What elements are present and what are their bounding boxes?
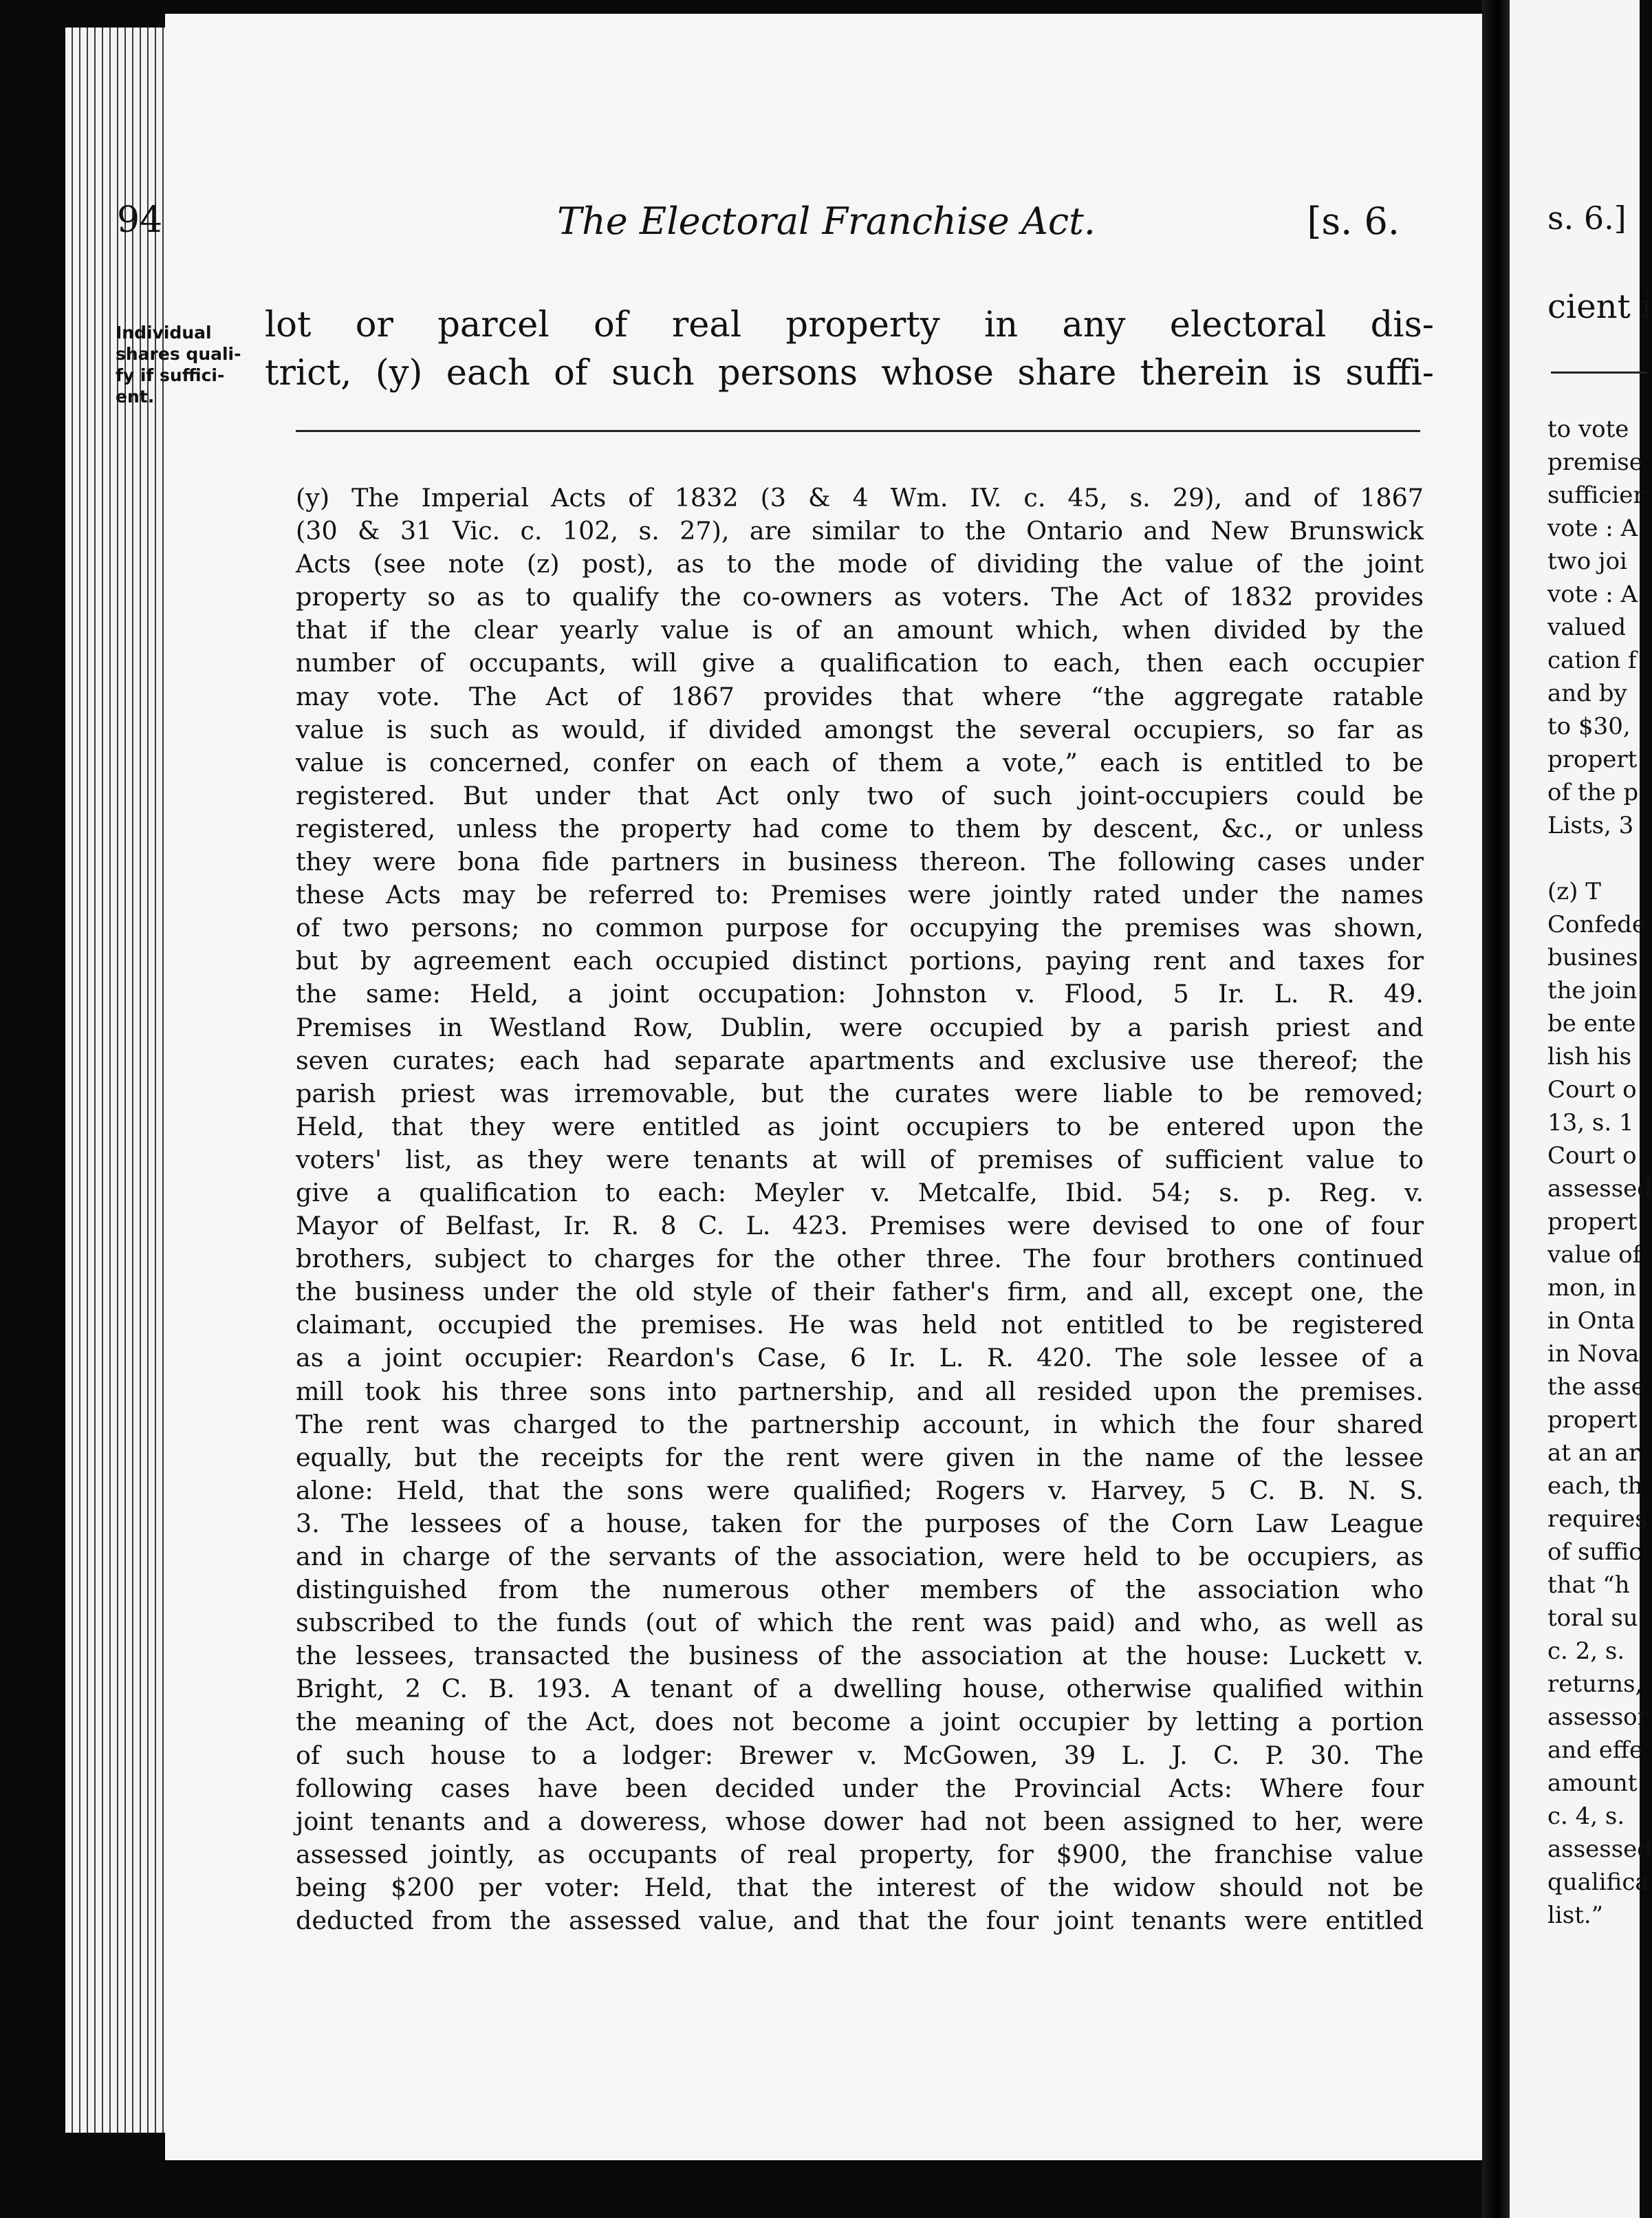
right-page-line: vote : A	[1547, 581, 1638, 608]
right-page-line	[1547, 842, 1652, 875]
right-page-line: the asse	[1547, 1373, 1645, 1401]
right-page-main-text: cient i	[1547, 288, 1652, 326]
right-page-line: propert	[1547, 1208, 1638, 1236]
right-page-line: assessed	[1547, 1835, 1652, 1863]
footnote-line: but by agreement each occupied distinct portions, paying rent and taxes for	[296, 946, 1424, 976]
margin-note-line: ent.	[116, 387, 155, 407]
footnote	[296, 482, 1424, 1937]
right-page-line: the join	[1547, 977, 1638, 1004]
right-page-line: and by	[1547, 680, 1627, 707]
footnote-line: may vote. The Act of 1867 provides that where “the aggregate ratable	[296, 681, 1424, 711]
page-number: 94	[117, 200, 163, 241]
right-page-line: of suffic	[1547, 1538, 1642, 1566]
right-page-line: propert	[1547, 1406, 1638, 1434]
footnote-line: joint tenants and a doweress, whose dower had not been assigned to her, were	[296, 1806, 1424, 1836]
footnote-line: of such house to a lodger: Brewer v. McGowen, 39 L. J. C. P. 30. The	[296, 1740, 1424, 1770]
right-page-line: c. 2, s.	[1547, 1637, 1625, 1665]
footnote-line: that if the clear yearly value is of an amount which, when divided by the	[296, 615, 1424, 645]
margin-note-line: fy if suffici-	[116, 365, 225, 385]
right-page-line: list.”	[1547, 1902, 1604, 1929]
footnote-line: number of occupants, will give a qualification to each, then each occupier	[296, 648, 1424, 678]
footnote-line: the lessees, transacted the business of the association at the house: Luckett v.	[296, 1641, 1424, 1671]
footnote-line: alone: Held, that the sons were qualified; Rogers v. Harvey, 5 C. B. N. S.	[296, 1475, 1424, 1505]
footnote-line: Acts (see note (z) post), as to the mode of dividing the value of the joint	[296, 549, 1424, 579]
footnote-line: parish priest was irremovable, but the curates were liable to be removed;	[296, 1078, 1424, 1108]
right-page-line: to vote	[1547, 416, 1629, 443]
right-page-section-ref: s. 6.]	[1547, 200, 1627, 237]
right-page-line: c. 4, s.	[1547, 1802, 1625, 1830]
footnote-line: following cases have been decided under the Provincial Acts: Where four	[296, 1773, 1424, 1803]
running-title: The Electoral Franchise Act.	[557, 200, 1096, 243]
right-page-line: that “h	[1547, 1571, 1630, 1599]
footnote-line: deducted from the assessed value, and that the four joint tenants were entitled	[296, 1906, 1424, 1936]
right-page	[1510, 0, 1652, 2218]
footnote-line: Premises in Westland Row, Dublin, were occupied by a parish priest and	[296, 1012, 1424, 1042]
right-page-line: busines	[1547, 944, 1638, 971]
right-page-line: two joi	[1547, 548, 1627, 575]
footnote-line: value is such as would, if divided amongst the several occupiers, so far as	[296, 714, 1424, 744]
right-page-line: assessed	[1547, 1175, 1652, 1203]
footnote-line: of two persons; no common purpose for occupying the premises was shown,	[296, 913, 1424, 943]
right-page-line: and effe	[1547, 1736, 1644, 1764]
right-page-line: (z) T	[1547, 878, 1601, 905]
footnote-line: registered, unless the property had come to them by descent, &c., or unless	[296, 813, 1424, 843]
footnote-line: subscribed to the funds (out of which the rent was paid) and who, as well as	[296, 1608, 1424, 1638]
footnote-line: distinguished from the numerous other members of the association who	[296, 1575, 1424, 1605]
right-page-line: Lists, 3	[1547, 812, 1634, 839]
margin-note-line: Individual	[116, 323, 212, 343]
right-page-line: value of	[1547, 1241, 1642, 1269]
footnote-line: (y) The Imperial Acts of 1832 (3 & 4 Wm. IV. c. 45, s. 29), and of 1867	[296, 483, 1424, 513]
right-page-line: in Nova	[1547, 1340, 1640, 1368]
footnote-line: 3. The lessees of a house, taken for the purposes of the Corn Law League	[296, 1508, 1424, 1538]
right-page-line: mon, in	[1547, 1274, 1636, 1302]
book-gutter	[1482, 0, 1510, 2218]
margin-note	[116, 322, 246, 407]
right-page-line: Court o	[1547, 1142, 1637, 1170]
right-page-line: Court o	[1547, 1076, 1637, 1103]
right-page-line: each, th	[1547, 1472, 1643, 1500]
right-page-line: sufficier	[1547, 482, 1644, 509]
right-page-footnote	[1547, 413, 1652, 1932]
right-page-line: assessor	[1547, 1703, 1649, 1731]
footnote-line: brothers, subject to charges for the other three. The four brothers continued	[296, 1244, 1424, 1274]
statute-text	[265, 301, 1434, 398]
right-page-line: returns,	[1547, 1670, 1643, 1698]
right-page-line: Confede	[1547, 911, 1646, 938]
footnote-line: and in charge of the servants of the association, were held to be occupiers, as	[296, 1542, 1424, 1571]
footnote-line: property so as to qualify the co-owners as voters. The Act of 1832 provides	[296, 582, 1424, 612]
footnote-line: assessed jointly, as occupants of real property, for $900, the franchise value	[296, 1839, 1424, 1869]
right-page-line: cation f	[1547, 647, 1637, 674]
footnote-line: the same: Held, a joint occupation: Johnston v. Flood, 5 Ir. L. R. 49.	[296, 979, 1424, 1009]
right-page-line: premise	[1547, 449, 1643, 476]
right-page-line: qualifica	[1547, 1869, 1649, 1896]
right-page-line: in Onta	[1547, 1307, 1635, 1335]
margin-note-line: shares quali-	[116, 344, 241, 364]
right-page-line: at an ar	[1547, 1439, 1640, 1467]
footnote-line: the meaning of the Act, does not become a joint occupier by letting a portion	[296, 1707, 1424, 1737]
footnote-line: Bright, 2 C. B. 193. A tenant of a dwelling house, otherwise qualified within	[296, 1674, 1424, 1704]
right-page-line: lish his	[1547, 1043, 1632, 1070]
right-page-line: vote : A	[1547, 515, 1638, 542]
right-page-line: amount	[1547, 1769, 1638, 1797]
statute-line: trict, (y) each of such persons whose share therein is suffi-	[265, 353, 1434, 394]
footnote-line: equally, but the receipts for the rent were given in the name of the lessee	[296, 1442, 1424, 1472]
footnote-line: give a qualification to each: Meyler v. Metcalfe, Ibid. 54; s. p. Reg. v.	[296, 1177, 1424, 1207]
page-header	[117, 200, 1424, 261]
footnote-line: (30 & 31 Vic. c. 102, s. 27), are similar to the Ontario and New Brunswick	[296, 516, 1424, 546]
footnote-line: Mayor of Belfast, Ir. R. 8 C. L. 423. Premises were devised to one of four	[296, 1211, 1424, 1241]
right-page-line: propert	[1547, 746, 1638, 773]
right-page-line: valued	[1547, 614, 1627, 641]
footnote-line: the business under the old style of their father's firm, and all, except one, the	[296, 1277, 1424, 1307]
footnote-line: The rent was charged to the partnership account, in which the four shared	[296, 1409, 1424, 1439]
footnote-line: they were bona fide partners in business thereon. The following cases under	[296, 847, 1424, 877]
footnote-line: voters' list, as they were tenants at will of premises of sufficient value to	[296, 1144, 1424, 1174]
section-ref: [s. 6.	[1307, 200, 1400, 243]
footnote-line: these Acts may be referred to: Premises were jointly rated under the names	[296, 880, 1424, 910]
right-page-line: toral su	[1547, 1604, 1638, 1632]
right-page-line: 13, s. 1	[1547, 1109, 1634, 1137]
footnote-line: Held, that they were entitled as joint occupiers to be entered upon the	[296, 1111, 1424, 1141]
right-page-line: to $30,	[1547, 713, 1631, 740]
footnote-line: value is concerned, confer on each of them a vote,” each is entitled to be	[296, 747, 1424, 777]
footnote-line: mill took his three sons into partnership, and all resided upon the premises.	[296, 1376, 1424, 1406]
footnote-line: claimant, occupied the premises. He was held not entitled to be registered	[296, 1310, 1424, 1340]
right-page-rule	[1551, 372, 1647, 374]
right-page-line: requires	[1547, 1505, 1647, 1533]
statute-line: lot or parcel of real property in any electoral dis-	[265, 305, 1434, 345]
footnote-rule	[296, 430, 1420, 432]
footnote-line: as a joint occupier: Reardon's Case, 6 Ir. L. R. 420. The sole lessee of a	[296, 1343, 1424, 1373]
footnote-line: being $200 per voter: Held, that the interest of the widow should not be	[296, 1872, 1424, 1902]
right-page-line: of the p	[1547, 779, 1639, 806]
footnote-line: seven curates; each had separate apartments and exclusive use thereof; the	[296, 1045, 1424, 1075]
footnote-line: registered. But under that Act only two of such joint-occupiers could be	[296, 780, 1424, 810]
right-page-line: be ente	[1547, 1010, 1636, 1037]
